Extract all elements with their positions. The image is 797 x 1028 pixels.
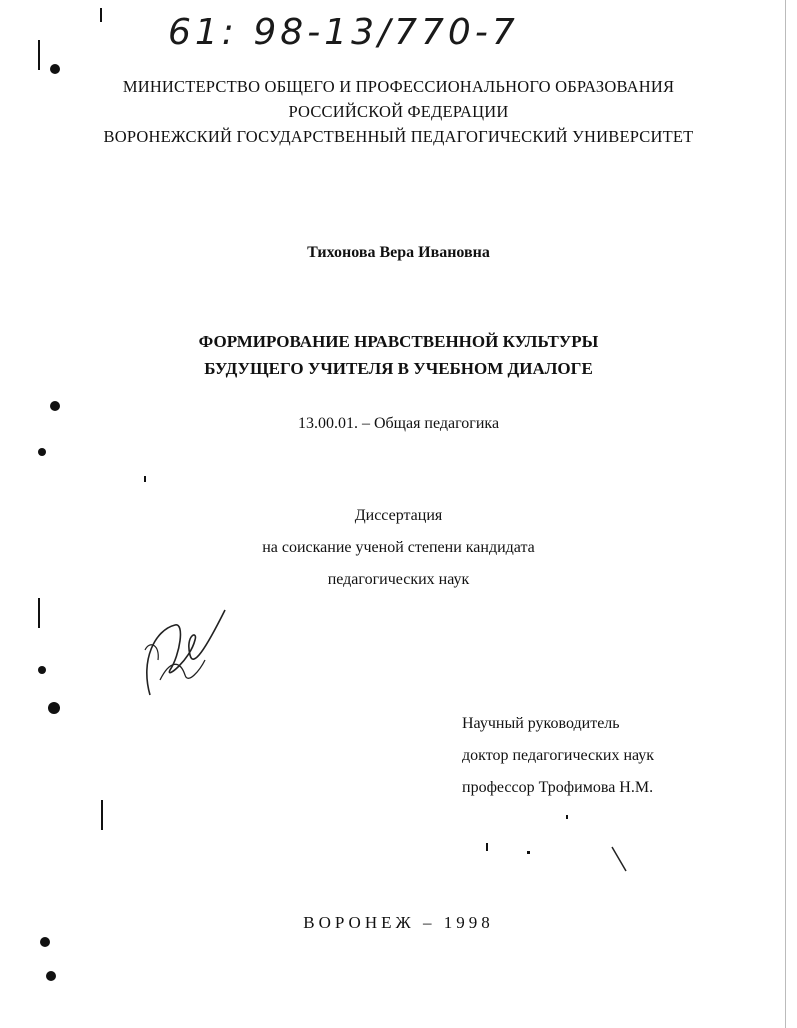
scan-edge-line-right — [785, 0, 786, 1028]
binding-hole-mark — [38, 448, 46, 456]
dissertation-degree — [0, 500, 797, 596]
scan-edge-line-left — [38, 598, 40, 628]
city-and-year: ВОРОНЕЖ – 1998 — [303, 913, 494, 932]
binding-hole-mark — [48, 702, 60, 714]
author-name: Тихонова Вера Ивановна — [307, 244, 490, 261]
binding-hole-mark — [50, 64, 60, 74]
ministry-line-1: МИНИСТЕРСТВО ОБЩЕГО И ПРОФЕССИОНАЛЬНОГО ОБРАЗОВАНИЯ — [122, 77, 675, 96]
handwritten-catalog-code: 61: 98-13/770-7 — [168, 12, 519, 53]
binding-hole-mark — [50, 401, 60, 411]
scan-edge-line-left — [38, 40, 40, 70]
scan-edge-line-left — [101, 800, 103, 830]
binding-hole-mark — [40, 937, 50, 947]
scan-speck — [486, 843, 488, 851]
signature-icon — [130, 600, 240, 700]
scan-speck — [144, 476, 146, 482]
degree-line-1: на соискание ученой степени кандидата — [262, 539, 535, 556]
dissertation-title — [0, 328, 797, 382]
scientific-advisor — [462, 708, 654, 804]
binding-hole-mark — [46, 971, 56, 981]
scan-edge-line-top — [100, 8, 102, 22]
ministry-header — [0, 74, 797, 149]
advisor-role: Научный руководитель — [462, 715, 620, 732]
advisor-degree: доктор педагогических наук — [462, 747, 655, 764]
specialty-code: 13.00.01. – Общая педагогика — [297, 415, 500, 432]
university-name: ВОРОНЕЖСКИЙ ГОСУДАРСТВЕННЫЙ ПЕДАГОГИЧЕСКИЙ УНИВЕРСИТЕТ — [103, 127, 694, 146]
advisor-name: профессор Трофимова Н.М. — [462, 779, 654, 796]
title-line-1: ФОРМИРОВАНИЕ НРАВСТВЕННОЙ КУЛЬТУРЫ — [198, 332, 599, 351]
dissertation-label: Диссертация — [354, 507, 443, 524]
scan-speck — [566, 815, 568, 819]
degree-line-2: педагогических наук — [327, 571, 470, 588]
title-line-2: БУДУЩЕГО УЧИТЕЛЯ В УЧЕБНОМ ДИАЛОГЕ — [204, 359, 593, 378]
scan-slash-mark — [610, 845, 630, 875]
scan-speck — [527, 851, 530, 854]
ministry-line-2: РОССИЙСКОЙ ФЕДЕРАЦИИ — [288, 102, 509, 121]
binding-hole-mark — [38, 666, 46, 674]
